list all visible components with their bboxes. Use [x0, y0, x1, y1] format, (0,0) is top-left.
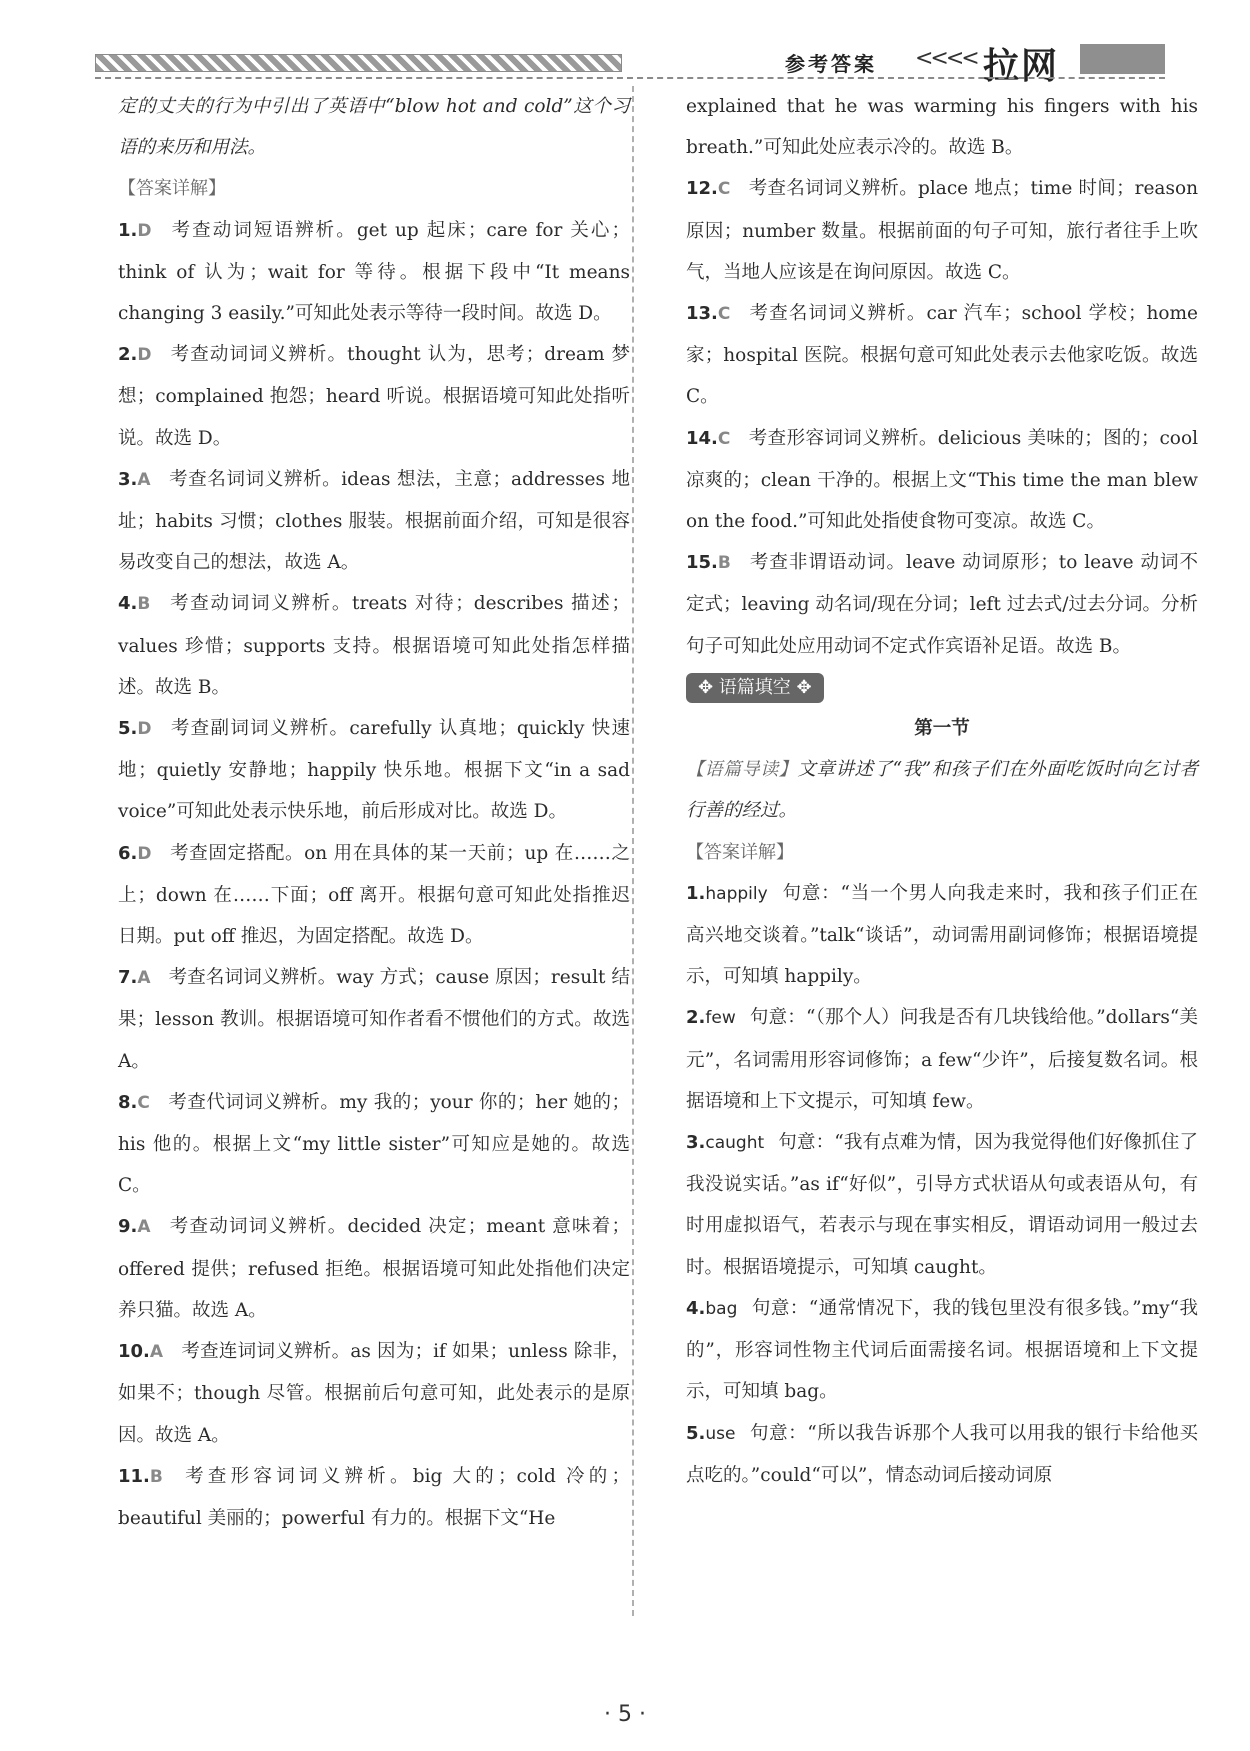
- item-answer: D: [137, 345, 152, 366]
- item-answer: bag: [705, 1298, 738, 1319]
- answer-item: [118, 833, 630, 958]
- item-explanation: 考查代词词义辨析。my 我的；your 你的；her 她的；his 他的。根据上文“my little sister”可知应是她的。故选 C。: [118, 1091, 630, 1197]
- header-stripe: [95, 54, 622, 72]
- header-arrows: <<<<: [915, 46, 977, 71]
- answers-label: 【答案详解】: [686, 841, 794, 863]
- item-explanation: 考查固定搭配。on 用在具体的某一天前；up 在……之上；down 在……下面；off 离开。根据句意可知此处指推迟日期。put off 推迟，为固定搭配。故选 D。: [118, 842, 630, 948]
- item-number: 2.: [686, 1007, 706, 1029]
- answer-item: [686, 873, 1198, 998]
- item-number: 1.: [118, 219, 138, 241]
- item-answer: caught: [705, 1133, 765, 1154]
- item-answer: D: [137, 220, 152, 241]
- item-number: 8.: [118, 1091, 138, 1113]
- item-explanation: 考查名词词义辨析。way 方式；cause 原因；result 结果；lesson 教训。根据语境可知作者看不惯他们的方式。故选 A。: [118, 967, 630, 1072]
- item-number: 5.: [686, 1422, 706, 1444]
- item-number: 9.: [118, 1216, 138, 1238]
- guide-label: 【语篇导读】: [686, 759, 798, 781]
- item-answer: happily: [705, 883, 768, 904]
- item-number: 14.: [686, 427, 718, 449]
- item-number: 13.: [686, 303, 718, 325]
- item-answer: A: [137, 469, 151, 490]
- item-explanation: 句意：“通常情况下，我的钱包里没有很多钱。”my“我的”，形容词性物主代词后面需接名词。根据语境和上下文提示，可知填 bag。: [686, 1297, 1198, 1403]
- item-answer: B: [149, 1466, 163, 1487]
- item-explanation: 考查动词词义辨析。thought 认为，思考；dream 梦想；complained 抱怨；heard 听说。根据语境可知此处指听说。故选 D。: [118, 344, 630, 449]
- answer-item: [118, 1331, 630, 1456]
- item-explanation: 考查动词词义辨析。treats 对待；describes 描述；values 珍惜；supports 支持。根据语境可知此处指怎样描述。故选 B。: [118, 593, 630, 698]
- item-number: 4.: [118, 593, 138, 615]
- item-number: 12.: [686, 178, 718, 200]
- item-answer: C: [137, 1092, 150, 1113]
- item-number: 7.: [118, 967, 138, 989]
- item-explanation: 考查形容词词义辨析。delicious 美味的；图的；cool 凉爽的；clean 干净的。根据上文“This time the man blew on the food.”可知此处指使食物可变凉。故选 C。: [686, 427, 1198, 533]
- item-explanation: 考查名词词义辨析。ideas 想法，主意；addresses 地址；habits 习惯；clothes 服装。根据前面介绍，可知是很容易改变自己的想法，故选 A。: [118, 468, 630, 574]
- item-explanation: 句意：“我有点难为情，因为我觉得他们好像抓住了我没说实话。”as if“好似”，引导方式状语从句或表语从句，有时用虚拟语气，若表示与现在事实相反，谓语动词用一般过去时。根据语境提示，可知填 caught。: [686, 1132, 1198, 1278]
- subsection-title: 第一节: [914, 718, 970, 740]
- answer-list: [118, 210, 630, 1540]
- answer-item: [686, 293, 1198, 418]
- item-answer: C: [717, 428, 731, 449]
- guide-text: 文章讲述了“我”和孩子们在外面吃饭时向乞讨者行善的经过。: [686, 759, 1199, 822]
- item-answer: C: [717, 304, 731, 325]
- item-answer: B: [137, 594, 151, 615]
- answer-item: [686, 168, 1198, 293]
- answer-list: [686, 168, 1198, 666]
- item-explanation: 句意：“当一个男人向我走来时，我和孩子们正在高兴地交谈着。”talk“谈话”，动词需用副词修饰；根据语境提示，可知填 happily。: [686, 882, 1198, 988]
- item-number: 5.: [118, 718, 138, 740]
- item-number: 3.: [118, 468, 138, 490]
- page-header: [95, 44, 1165, 87]
- answer-item: [118, 459, 630, 584]
- answer-item: [686, 1122, 1198, 1288]
- item-explanation: 句意：“所以我告诉那个人我可以用我的银行卡给他买点吃的。”could“可以”，情态动词后接动词原: [686, 1422, 1198, 1486]
- item-number: 10.: [118, 1341, 150, 1363]
- item-explanation: 考查副词词义辨析。carefully 认真地；quickly 快速地；quietly 安静地；happily 快乐地。根据下文“in a sad voice”可知此处表示快乐地，前后形成对比。故选 D。: [118, 718, 630, 823]
- item-explanation: 考查动词词义辨析。decided 决定；meant 意味着；offered 提供；refused 拒绝。根据语境可知此处指他们决定养只猫。故选 A。: [118, 1216, 630, 1321]
- left-column: [118, 86, 630, 1539]
- answer-item: [118, 1456, 630, 1539]
- answer-item: [686, 1413, 1198, 1496]
- item-explanation: 考查连词词义辨析。as 因为；if 如果；unless 除非，如果不；though 尽管。根据前后句意可知，此处表示的是原因。故选 A。: [118, 1341, 630, 1446]
- fill-answer-list: [686, 873, 1198, 1496]
- item-explanation: 考查形容词词义辨析。big 大的；cold 冷的；beautiful 美丽的；powerful 有力的。根据下文“He: [118, 1465, 630, 1529]
- item-answer: D: [137, 719, 152, 740]
- column-divider: [632, 86, 634, 1616]
- item-answer: A: [137, 968, 151, 989]
- answers-label: 【答案详解】: [118, 178, 226, 200]
- header-tab: [1080, 44, 1165, 74]
- item-answer: A: [137, 1217, 151, 1238]
- header-divider: [95, 77, 1165, 79]
- answer-item: [118, 708, 630, 833]
- answer-item: [686, 1288, 1198, 1413]
- item-answer: use: [705, 1423, 736, 1444]
- answer-item: [118, 210, 630, 335]
- item-number: 3.: [686, 1132, 706, 1154]
- answer-item: [118, 1082, 630, 1207]
- item-explanation: 考查名词词义辨析。car 汽车；school 学校；home 家；hospital 医院。根据句意可知此处表示去他家吃饭。故选 C。: [686, 303, 1198, 408]
- section-banner: ✥ 语篇填空 ✥: [686, 673, 824, 703]
- continued-text: explained that he was warming his fingers with his breath.”可知此处应表示冷的。故选 B。: [686, 96, 1198, 159]
- item-number: 4.: [686, 1297, 706, 1319]
- intro-continued: 定的丈夫的行为中引出了英语中“blow hot and cold”这个习语的来历和用法。: [118, 96, 630, 159]
- answer-item: [118, 957, 630, 1082]
- page-number: · 5 ·: [604, 1702, 646, 1727]
- answer-item: [686, 997, 1198, 1122]
- item-explanation: 考查动词短语辨析。get up 起床；care for 关心；think of 认为；wait for 等待。根据下段中“It means changing 3 easily.”可知此处表示等待一段时间。故选 D。: [118, 219, 630, 325]
- answer-item: [118, 334, 630, 459]
- item-number: 11.: [118, 1465, 150, 1487]
- item-number: 15.: [686, 552, 718, 574]
- item-number: 6.: [118, 842, 138, 864]
- item-number: 2.: [118, 344, 138, 366]
- answer-item: [686, 418, 1198, 543]
- item-explanation: 考查名词词义辨析。place 地点；time 时间；reason 原因；number 数量。根据前面的句子可知，旅行者往手上吹气，当地人应该是在询问原因。故选 C。: [686, 178, 1198, 283]
- right-column: [686, 86, 1198, 1496]
- answer-item: [118, 583, 630, 708]
- guide: [686, 749, 1198, 831]
- item-answer: few: [705, 1008, 736, 1029]
- item-answer: A: [149, 1342, 164, 1363]
- answer-item: [118, 1206, 630, 1331]
- item-answer: B: [717, 553, 731, 574]
- item-explanation: 考查非谓语动词。leave 动词原形；to leave 动词不定式；leaving 动名词/现在分词；left 过去式/过去分词。分析句子可知此处应用动词不定式作宾语补足语。故选 B。: [686, 552, 1198, 657]
- item-explanation: 句意：“（那个人）问我是否有几块钱给他。”dollars“美元”，名词需用形容词修饰；a few“少许”，后接复数名词。根据语境和上下文提示，可知填 few。: [686, 1007, 1198, 1112]
- header-title: 参考答案: [785, 52, 877, 76]
- item-number: 1.: [686, 882, 706, 904]
- item-answer: C: [717, 179, 731, 200]
- header-brand: 拉网: [983, 45, 1060, 87]
- answer-item: [686, 542, 1198, 667]
- item-answer: D: [137, 843, 152, 864]
